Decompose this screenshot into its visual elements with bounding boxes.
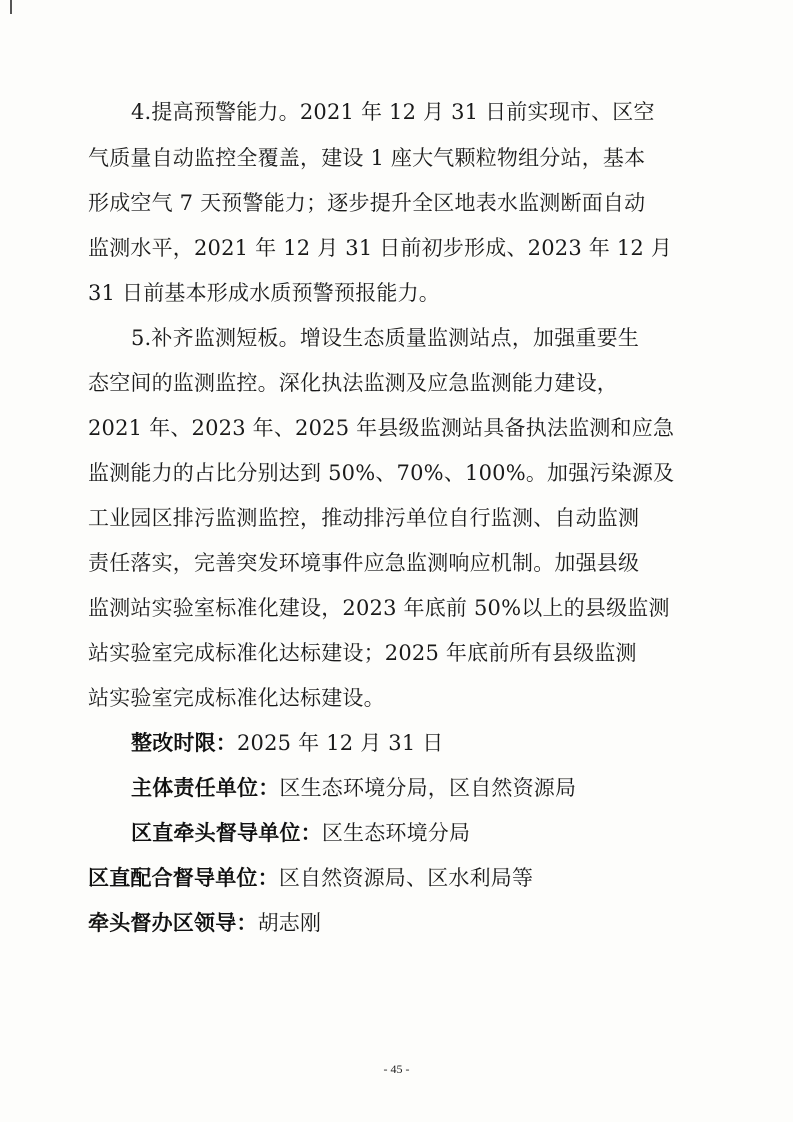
page-number: - 45 - bbox=[383, 1062, 410, 1076]
paragraph-4-line-1: 4.提高预警能力。2021 年 12 月 31 日前实现市、区空 bbox=[131, 100, 655, 124]
leader-row bbox=[88, 907, 321, 937]
paragraph-5-line-6: 责任落实，完善突发环境事件应急监测响应机制。加强县级 bbox=[88, 551, 640, 575]
leader-value: 胡志刚 bbox=[257, 911, 322, 935]
paragraph-5-line-7: 监测站实验室标准化建设，2023 年底前 50%以上的县级监测 bbox=[88, 596, 670, 620]
paragraph-5-line-8: 站实验室完成标准化达标建设；2025 年底前所有县级监测 bbox=[88, 641, 637, 665]
paragraph-5-line-9: 站实验室完成标准化达标建设。 bbox=[88, 686, 385, 710]
paragraph-5-line-1: 5.补齐监测短板。增设生态质量监测站点，加强重要生 bbox=[131, 326, 640, 350]
paragraph-4-line-3: 形成空气 7 天预警能力；逐步提升全区地表水监测断面自动 bbox=[88, 191, 646, 215]
main-unit-label: 主体责任单位： bbox=[131, 776, 280, 800]
paragraph-5-line-3: 2021 年、2023 年、2025 年县级监测站具备执法监测和应急 bbox=[88, 416, 675, 440]
main-unit-value: 区生态环境分局，区自然资源局 bbox=[279, 776, 577, 800]
paragraph-5-line-4: 监测能力的占比分别达到 50%、70%、100%。加强污染源及 bbox=[88, 461, 675, 485]
leader-label: 牵头督办区领导： bbox=[88, 911, 258, 935]
main-unit-row bbox=[131, 772, 576, 802]
paragraph-5-line-2: 态空间的监测监控。深化执法监测及应急监测能力建设， bbox=[88, 371, 618, 395]
coop-supervisor-value: 区自然资源局、区水利局等 bbox=[278, 866, 534, 890]
lead-supervisor-row bbox=[131, 817, 470, 847]
lead-supervisor-label: 区直牵头督导单位： bbox=[131, 821, 322, 845]
coop-supervisor-label: 区直配合督导单位： bbox=[88, 866, 279, 890]
paragraph-4-line-4: 监测水平，2021 年 12 月 31 日前初步形成、2023 年 12 月 bbox=[88, 236, 673, 260]
paragraph-4-line-2: 气质量自动监控全覆盖，建设 1 座大气颗粒物组分站，基本 bbox=[88, 146, 646, 170]
deadline-label: 整改时限： bbox=[131, 731, 237, 755]
paragraph-4-line-5: 31 日前基本形成水质预警预报能力。 bbox=[88, 281, 440, 305]
deadline-row bbox=[131, 727, 443, 757]
deadline-value: 2025 年 12 月 31 日 bbox=[237, 731, 444, 755]
lead-supervisor-value: 区生态环境分局 bbox=[321, 821, 471, 845]
coop-supervisor-row bbox=[88, 862, 533, 892]
paragraph-5-line-5: 工业园区排污监测监控，推动排污单位自行监测、自动监测 bbox=[88, 506, 640, 530]
scan-edge-mark bbox=[10, 0, 12, 14]
